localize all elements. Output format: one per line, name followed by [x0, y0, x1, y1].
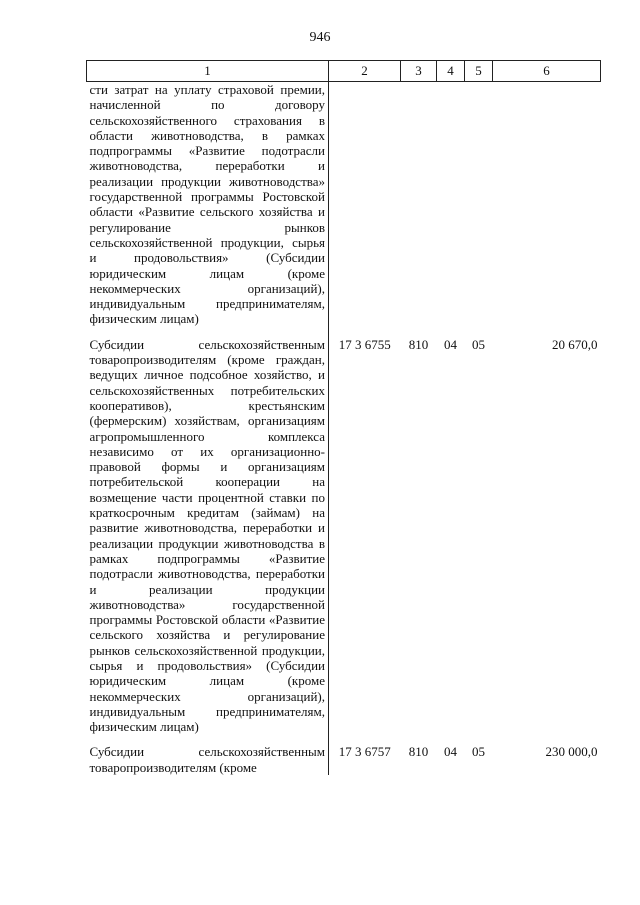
row-subsection: 05 [472, 336, 485, 352]
table-header-row [87, 61, 601, 82]
row-description: Субсидии сельскохозяйственным товаропроизводителям (кроме граждан, ведущих личное подсобное хозяйство, и сельскохозяйственных потребительских кооперативов), крестьянским (фермерским) хозяйствам, организациям агропромышленного комплекса независимо от их организационно-правовой формы и организациям потребительской кооперации на возмещение части процентной ставки по краткосрочным кредитам (займам) на развитие животноводства, переработки и реализации продукции животноводства в рамках подпрограммы «Развитие подотрасли животноводства, переработки и реализации продукции животноводства» государственной программы Ростовской области «Развитие сельского хозяйства и регулирование рынков сельскохозяйственной продукции, сырья и продовольствия» (Субсидии юридическим лицам (кроме некоммерческих организаций), индивидуальным предпринимателям, физическим лицам) [87, 337, 329, 735]
row-description: Субсидии сельскохозяйственным товаропроизводителям (кроме [87, 744, 329, 775]
row-subsection: 05 [472, 744, 485, 760]
row-code [329, 82, 401, 327]
row-amount: 20 670,0 [552, 336, 598, 352]
row-description: сти затрат на уплату страховой премии, начисленной по договору сельскохозяйственного страхования в области животноводства, в рамках подпрограммы «Развитие подотрасли животноводства, переработки и реализации продукции животноводства» государственной программы Ростовской области «Развитие сельского хозяйства и регулирование рынков сельскохозяйственной продукции, сырья и продовольствия» (Субсидии юридическим лицам (кроме некоммерческих организаций), индивидуальным предпринимателям, физическим лицам) [87, 82, 329, 327]
page-number: 946 [309, 30, 331, 45]
row-amount [493, 82, 601, 327]
column-header-1: 1 [87, 61, 329, 82]
row-section [437, 82, 465, 327]
row-spacer [87, 734, 601, 744]
row-spacer [87, 327, 601, 337]
row-section: 04 [444, 744, 457, 760]
column-header-6: 6 [493, 61, 601, 82]
row-type: 810 [408, 744, 429, 760]
row-subsection [465, 82, 493, 327]
table-row [87, 82, 601, 327]
row-type [401, 82, 437, 327]
column-header-5: 5 [465, 61, 493, 82]
column-header-2: 2 [329, 61, 401, 82]
column-header-4: 4 [437, 61, 465, 82]
table-row [87, 337, 601, 735]
column-header-3: 3 [401, 61, 437, 82]
budget-table [86, 60, 601, 775]
row-type: 810 [408, 336, 429, 352]
row-code: 17 3 6757 [338, 744, 391, 760]
table-row [87, 744, 601, 775]
row-code: 17 3 6755 [338, 336, 391, 352]
row-section: 04 [444, 336, 457, 352]
row-amount: 230 000,0 [545, 744, 598, 760]
